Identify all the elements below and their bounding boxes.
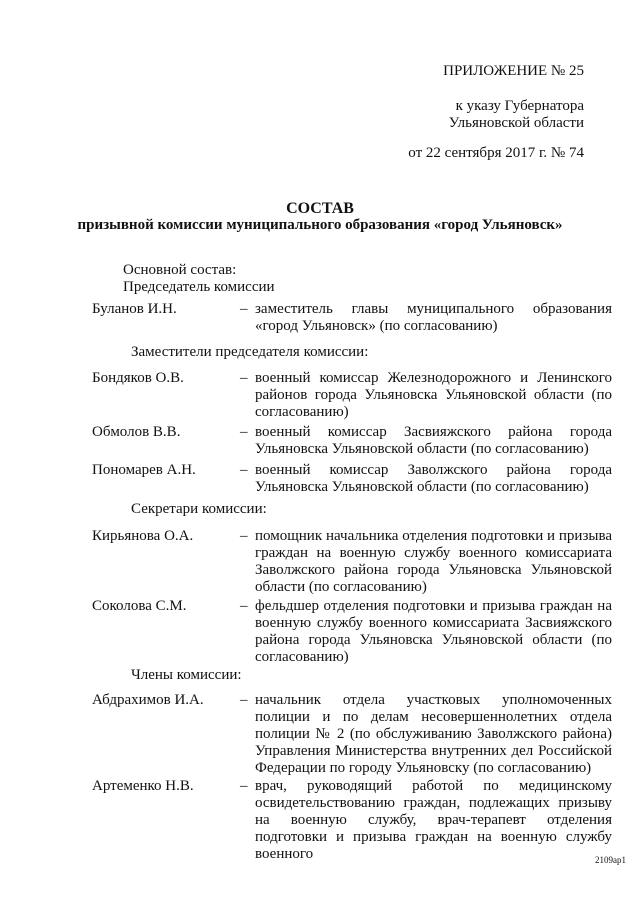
- document-subtitle: призывной комиссии муниципального образования «город Ульяновск»: [77, 217, 563, 233]
- section-members: Члены комиссии:: [131, 667, 242, 683]
- decree-reference-line2: Ульяновской области: [448, 115, 584, 131]
- member-name: Артеменко Н.В.: [92, 778, 194, 794]
- member-name: Пономарев А.Н.: [92, 462, 196, 478]
- document-code: 2109ар1: [595, 855, 626, 865]
- section-secretaries: Секретари комиссии:: [131, 501, 267, 517]
- member-position: заместитель главы муниципального образования «город Ульяновск» (по согласованию): [255, 301, 612, 334]
- member-position: военный комиссар Засвияжского района города Ульяновска Ульяновской области (по согласованию): [255, 424, 612, 457]
- member-name: Обмолов В.В.: [92, 424, 181, 440]
- document-title: СОСТАВ: [286, 200, 354, 217]
- member-name: Бондяков О.В.: [92, 370, 184, 386]
- member-name: Абдрахимов И.А.: [92, 692, 204, 708]
- member-position: военный комиссар Железнодорожного и Ленинского районов города Ульяновска Ульяновской области (по согласованию): [255, 370, 612, 420]
- section-chairman: Председатель комиссии: [123, 279, 275, 295]
- member-name: Буланов И.Н.: [92, 301, 177, 317]
- section-main-composition: Основной состав:: [123, 262, 237, 278]
- appendix-number: ПРИЛОЖЕНИЕ № 25: [443, 63, 584, 79]
- member-position: военный комиссар Заволжского района города Ульяновска Ульяновской области (по согласованию): [255, 462, 612, 495]
- member-position: начальник отдела участковых уполномоченных полиции и по делам несовершеннолетних отдела полиции № 2 (по обслуживанию Заволжского района) Управления Министерства внутренних дел Российской Федерации по городу Ульяновску (по согласованию): [255, 692, 612, 776]
- decree-reference-line1: к указу Губернатора: [455, 98, 584, 114]
- dash-separator: –: [240, 778, 248, 794]
- member-position: помощник начальника отделения подготовки и призыва граждан на военную службу военного комиссариата Заволжского района города Ульяновска Ульяновской области (по согласованию): [255, 528, 612, 595]
- section-deputies: Заместители председателя комиссии:: [131, 344, 369, 360]
- dash-separator: –: [240, 462, 248, 478]
- decree-date: от 22 сентября 2017 г. № 74: [408, 145, 584, 161]
- dash-separator: –: [240, 598, 248, 614]
- member-position: фельдшер отделения подготовки и призыва граждан на военную службу военного комиссариата Засвияжского района города Ульяновска Ульяновской области (по согласованию): [255, 598, 612, 665]
- member-name: Соколова С.М.: [92, 598, 187, 614]
- dash-separator: –: [240, 692, 248, 708]
- member-position: врач, руководящий работой по медицинскому освидетельствованию граждан, подлежащих призыву на военную службу, врач-терапевт отделения подготовки и призыва граждан на военную службу военного: [255, 778, 612, 862]
- dash-separator: –: [240, 528, 248, 544]
- member-name: Кирьянова О.А.: [92, 528, 194, 544]
- dash-separator: –: [240, 370, 248, 386]
- dash-separator: –: [240, 301, 248, 317]
- dash-separator: –: [240, 424, 248, 440]
